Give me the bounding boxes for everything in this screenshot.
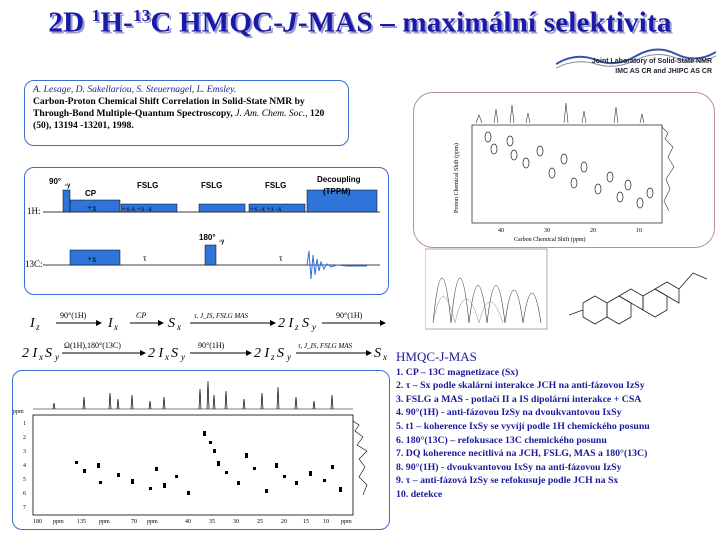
cross-peak [163,483,166,488]
inset-peak [647,188,653,198]
cross-peak [331,465,334,469]
x-tick: 40 [185,519,191,525]
y-tick-5: 5 [23,477,26,483]
tau1-label: τ [143,253,147,263]
pulse-sequence-diagram [24,167,389,295]
h-channel-label: 1H: [27,206,41,216]
inset-peak [607,172,613,182]
lab-logo [556,46,716,86]
step-item: 6. 180°(13C) – refokusace 13C chemického posunu [396,434,607,446]
inset-peak [595,184,601,194]
peak-group [75,431,342,495]
reference-title: Carbon-Proton Chemical Shift Correlation in Solid-State NMR by Through-Bond Multiple-Quantum Spectroscopy, [33,96,305,119]
page-title: 2D $^1$H-$^{13}$C HMQC-J-MAS – maximální selektivita [48,6,672,39]
cross-peak [149,487,152,490]
plus-x-h-label: +x [87,203,97,213]
inset-xtick-4: 10 [636,228,642,234]
step-item: 5. t1 – koherence IxSy se vyvíjí podle 1H chemického posunu [396,420,650,432]
cross-peak [217,461,220,466]
molecule-structure [425,243,713,331]
x-tick: ppm [99,519,110,525]
cross-peak [309,471,312,476]
scheme-r1-term2: I [108,316,113,331]
inset-peak [617,192,623,202]
scheme-r2-sub3b: y [287,352,291,362]
scheme-r2-arrow2: 90°(1H) [198,341,225,350]
steps-heading: HMQC-J-MAS [396,349,477,364]
x-tick: 15 [303,519,309,525]
step-item: 1. CP – 13C magnetizace (Sx) [396,366,519,378]
spectrum-2d [12,370,390,530]
phase-seq1-label: +x-x +x -x [122,205,153,213]
cross-peak [253,467,256,470]
pulse90-sub: -y [65,183,71,189]
x-tick: 30 [233,519,239,525]
step-item: 3. FSLG a MAS - potlačí II a IS dipolární interakce + CSA [396,393,642,405]
step-item: 2. τ – Sx podle skalární interakce JCH na anti-fázovou IzSy [396,380,645,392]
cross-peak [283,475,286,478]
cross-peak [175,475,178,478]
inset-peak [507,136,513,146]
pulse-180-block [205,245,216,265]
logo-line2: IMC AS CR and JHIPC AS CR [615,68,712,75]
c-channel-label: 13C: [25,259,43,269]
scheme-r1-sub3: x [177,322,181,332]
cross-peak [339,487,342,492]
step-item: 4. 90°(1H) - anti-fázovou IzSy na dvoukvantovou IxSy [396,407,622,419]
scheme-r1-term4: 2 I [278,316,294,331]
scheme-r1-sub4: z [295,322,299,332]
y-tick-3: 3 [23,449,26,455]
pulse-sequence-svg [25,168,390,296]
scheme-r1-arrow4: 90°(1H) [336,311,363,320]
cross-peak [213,449,216,453]
y-tick-1: 1 [23,421,26,427]
cross-peak [203,431,206,436]
cp-label: CP [85,189,97,198]
scheme-r2-sub1b: y [55,352,59,362]
spectrum-inset-svg [414,93,714,247]
plus-x-c-label: +x [87,254,97,264]
inset-y-label: Proton Chemical Shift (ppm) [454,143,460,213]
fslg1-label: FSLG [137,181,159,190]
step-item: 10. detekce [396,488,443,500]
inset-peak [549,168,555,178]
y-tick-7: 7 [23,505,26,511]
scheme-r2-arrow1: Ω(1H),180°(13C) [64,341,121,350]
scheme-r2-term1b: S [45,346,52,361]
x-tick: 10 [323,519,329,525]
cross-peak [225,471,228,474]
x-tick: 25 [257,519,263,525]
cross-peak [187,491,190,495]
coherence-scheme [22,305,392,365]
x-tick: 135 [77,519,86,525]
scheme-r2-sub2: x [165,352,169,362]
y-tick-6: 6 [23,491,26,497]
y-tick-2: 2 [23,435,26,441]
cross-peak [265,489,268,493]
cross-peak [237,481,240,485]
step-item: 9. τ – anti-fázová IzSy se refokusuje podle JCH na Sx [396,475,619,487]
y-tick-4: 4 [23,463,26,469]
reference-authors: A. Lesage, D. Sakellariou, S. Steuernagel, L. Emsley. [33,84,237,95]
inset-peak [581,162,587,172]
x-tick: 180 [33,519,42,525]
scheme-r2-sub3: z [271,352,275,362]
pulse90-label: 90° [49,177,62,186]
reference-citation: 120 (50), 13194 -13201, 1998. [33,108,325,131]
fslg3-label: FSLG [265,181,287,190]
pulse180-label: 180° [199,233,216,242]
y-axis-label: ppm [13,409,24,415]
coherence-scheme-svg [22,305,392,365]
spectrum-2d-svg [13,371,389,529]
inset-peak [485,132,491,142]
inset-peak [511,150,517,160]
inset-peak [625,180,631,190]
logo-line1: Joint Laboratory of Solid-State NMR [591,58,712,65]
scheme-r1-arrow1: 90°(1H) [60,311,87,320]
scheme-r2-sub2b: y [181,352,185,362]
cross-peak [99,481,102,484]
cross-peak [155,467,158,471]
cross-peak [131,479,134,484]
logo-wave-icon [556,46,716,86]
inset-x-label: Carbon Chemical Shift (ppm) [514,237,586,243]
x-tick: ppm [53,519,64,525]
fslg2-block [199,204,245,212]
hmqc-steps [396,350,716,502]
x-tick: 35 [209,519,215,525]
reference-journal: J. Am. Chem. Soc., [235,108,308,119]
scheme-r1-term4b: S [302,316,309,331]
tppm-label: (TPPM) [323,187,351,196]
cross-peak [75,461,78,464]
x-tick: ppm [147,519,158,525]
x-tick: 70 [131,519,137,525]
inset-peak [491,144,497,154]
scheme-r1-term3: S [168,316,175,331]
step-item: 7. DQ koherence necitlivá na JCH, FSLG, MAS a 180°(13C) [396,448,648,460]
reference-box [24,80,349,146]
scheme-r2-term2b: S [171,346,178,361]
cross-peak [275,463,278,468]
inset-peak-group [485,132,653,208]
x-tick: ppm [341,519,352,525]
scheme-r2-term3b: S [277,346,284,361]
fslg2-label: FSLG [201,181,223,190]
scheme-r2-arrow3: τ, J_IS, FSLG MAS [298,342,353,350]
inset-peak [523,158,529,168]
decoupling-label: Decoupling [317,175,361,184]
scheme-r2-sub4: x [383,352,387,362]
pulse-90-block [63,190,70,212]
scheme-r1-sub1: z [36,322,40,332]
cross-peak [209,441,212,444]
cross-peak [83,469,86,473]
inset-peak [537,146,543,156]
scheme-r1-arrow3: τ, J_IS, FSLG MAS [194,312,249,320]
tau2-label: τ [279,253,283,263]
scheme-r2-term4: S [374,346,381,361]
cross-peak [117,473,120,477]
scheme-r2-term2: 2 I [148,346,164,361]
scheme-r1-sub4b: y [312,322,316,332]
x-tick: 20 [281,519,287,525]
inset-peak [637,198,643,208]
pulse180-sub: -y [219,239,225,245]
phase-seq2-label: +x -x +x -x [250,205,282,213]
cross-peak [97,463,100,468]
inset-xtick-3: 20 [590,228,596,234]
scheme-r2-term3: 2 I [254,346,270,361]
inset-peak [571,178,577,188]
scheme-r1-term1: I [30,316,35,331]
scheme-r1-sub2: x [114,322,118,332]
inset-xtick-1: 40 [498,228,504,234]
scheme-r2-sub1: x [39,352,43,362]
scheme-r1-arrow2: CP [136,311,147,320]
inset-peak [561,154,567,164]
cross-peak [295,481,298,485]
step-item: 8. 90°(1H) - dvoukvantovou IxSy na anti-fázovou IzSy [396,461,622,473]
cross-peak [245,453,248,458]
scheme-r2-term1: 2 I [22,346,38,361]
cross-peak [323,479,326,482]
spectrum-inset [413,92,715,248]
inset-xtick-2: 30 [544,228,550,234]
molecule-svg [425,243,713,331]
